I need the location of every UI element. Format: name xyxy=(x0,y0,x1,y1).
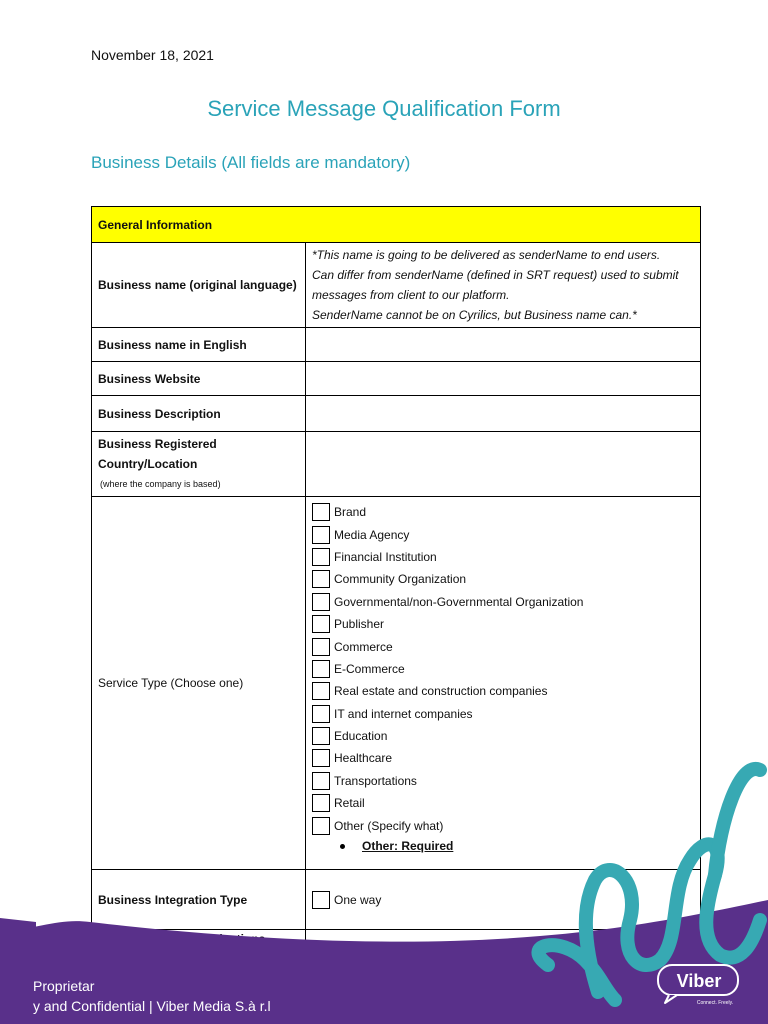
footer-confidential-text xyxy=(33,976,271,1016)
service-type-option[interactable] xyxy=(312,725,694,747)
service-type-label: Financial Institution xyxy=(334,549,437,564)
logo-wordmark: Viber xyxy=(676,971,722,991)
service-type-option[interactable] xyxy=(312,501,694,523)
service-type-label: Other (Specify what) xyxy=(334,818,444,833)
checkbox[interactable] xyxy=(312,638,330,656)
registered-country-sublabel: (where the company is based) xyxy=(100,479,221,489)
service-type-label: IT and internet companies xyxy=(334,706,473,721)
checkbox[interactable] xyxy=(312,526,330,544)
business-name-field[interactable] xyxy=(306,243,701,328)
service-type-option[interactable] xyxy=(312,613,694,635)
footer-line-2: y and Confidential | Viber Media S.à r.l xyxy=(33,998,271,1014)
service-type-option[interactable] xyxy=(312,523,694,545)
service-type-label: Education xyxy=(334,729,388,744)
viber-logo xyxy=(655,962,743,1006)
service-type-label: Brand xyxy=(334,505,367,520)
business-name-english-label: Business name in English xyxy=(92,328,306,362)
checkbox[interactable] xyxy=(312,570,330,588)
note-line: SenderName cannot be on Cyrilics, but Business name can.* xyxy=(312,308,637,322)
note-line: *This name is going to be delivered as senderName to end users. xyxy=(312,248,661,262)
service-type-option[interactable] xyxy=(312,680,694,702)
section-subtitle: Business Details (All fields are mandatory) xyxy=(91,153,411,172)
business-website-label: Business Website xyxy=(92,362,306,396)
table-header: General Information xyxy=(92,207,701,243)
service-type-label: Transportations xyxy=(334,773,417,788)
service-type-option[interactable] xyxy=(312,703,694,725)
service-type-label: Governmental/non-Governmental Organization xyxy=(334,594,584,609)
service-type-option[interactable] xyxy=(312,546,694,568)
registered-country-cell xyxy=(92,432,306,497)
other-required-text: Other: Required xyxy=(362,838,454,853)
document-title: Service Message Qualification Form xyxy=(207,96,561,121)
footer-line-1: Proprietar xyxy=(33,978,95,994)
checkbox[interactable] xyxy=(312,593,330,611)
integration-type-label: Business Integration Type xyxy=(92,870,306,930)
note-line: Can differ from senderName (defined in SRT request) used to submit xyxy=(312,268,679,282)
checkbox[interactable] xyxy=(312,660,330,678)
teal-swirl-top xyxy=(715,769,760,875)
service-type-label: Media Agency xyxy=(334,527,410,542)
checkbox[interactable] xyxy=(312,727,330,745)
service-type-label: Commerce xyxy=(334,639,393,654)
service-type-label: Community Organization xyxy=(334,572,467,587)
service-type-label: Healthcare xyxy=(334,751,393,766)
business-name-label: Business name (original language) xyxy=(92,243,306,328)
document-date: November 18, 2021 xyxy=(91,47,214,63)
checkbox[interactable] xyxy=(312,615,330,633)
business-description-label: Business Description xyxy=(92,396,306,432)
logo-tagline: Connect. Freely. xyxy=(696,1000,734,1006)
registered-country-label: Business Registered Country/Location xyxy=(98,437,217,471)
note-line: messages from client to our platform. xyxy=(312,288,510,302)
integration-option-label: One way xyxy=(334,892,382,907)
checkbox[interactable] xyxy=(312,548,330,566)
service-type-label: Real estate and construction companies xyxy=(334,684,548,699)
service-type-option[interactable] xyxy=(312,591,694,613)
service-type-label: Service Type (Choose one) xyxy=(92,497,306,870)
checkbox[interactable] xyxy=(312,503,330,521)
service-type-label: E-Commerce xyxy=(334,661,405,676)
checkbox[interactable] xyxy=(312,705,330,723)
business-name-english-field[interactable] xyxy=(306,328,701,362)
service-type-option[interactable] xyxy=(312,635,694,657)
service-type-option[interactable] xyxy=(312,658,694,680)
checkbox[interactable] xyxy=(312,682,330,700)
service-type-option[interactable] xyxy=(312,568,694,590)
business-website-field[interactable] xyxy=(306,362,701,396)
service-type-label: Publisher xyxy=(334,617,385,632)
business-description-field[interactable] xyxy=(306,396,701,432)
registered-country-field[interactable] xyxy=(306,432,701,497)
service-type-label: Retail xyxy=(334,796,365,811)
